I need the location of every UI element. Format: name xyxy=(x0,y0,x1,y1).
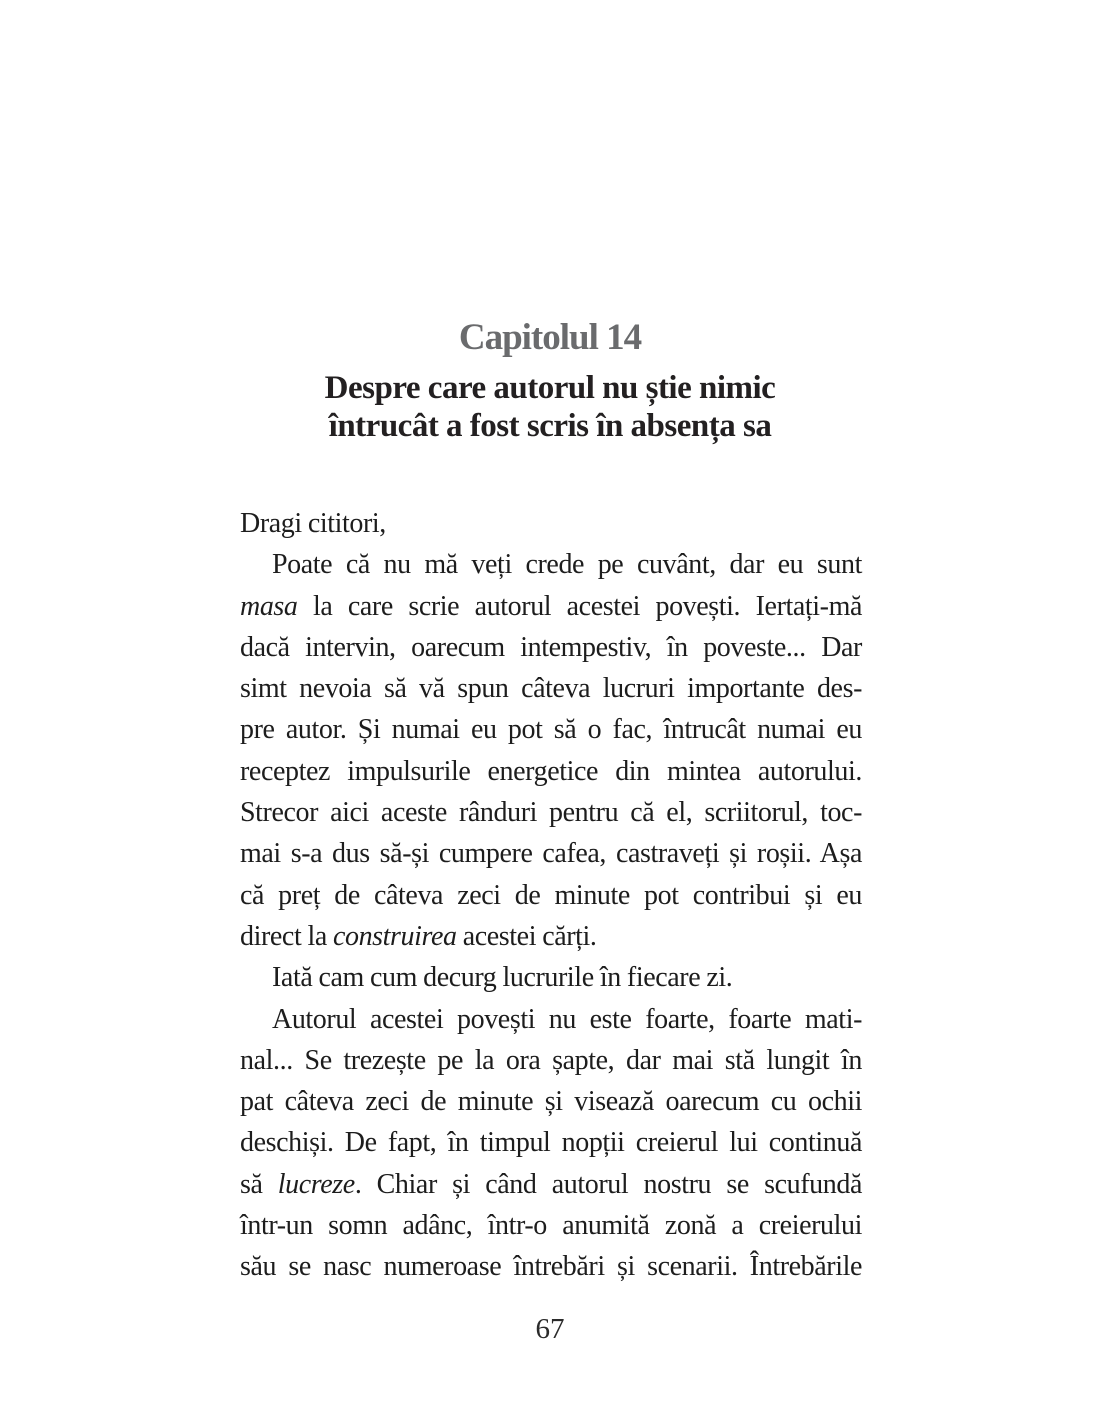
chapter-title xyxy=(0,369,1100,445)
body-text-line: pre autor. Și numai eu pot să o fac, întrucât numai eu xyxy=(240,714,862,746)
body-text-line: într-un somn adânc, într-o anumită zonă a creierului xyxy=(240,1210,862,1242)
chapter-title-line-2: întrucât a fost scris în absența sa xyxy=(328,408,772,444)
body-text-line: că preț de câteva zeci de minute pot contribui și eu xyxy=(240,879,862,911)
body-text-line: Autorul acestei povești nu este foarte, foarte mati- xyxy=(272,1003,862,1035)
page-number: 67 xyxy=(535,1313,565,1345)
body-text-line: nal... Se trezește pe la ora șapte, dar mai stă lungit în xyxy=(240,1044,862,1076)
body-text-line: direct la construirea acestei cărți. xyxy=(240,920,597,952)
body-text-line: pat câteva zeci de minute și visează oarecum cu ochii xyxy=(240,1086,862,1118)
body-text-line: Poate că nu mă veți crede pe cuvânt, dar eu sunt xyxy=(272,549,862,581)
body-text-line: dacă intervin, oarecum intempestiv, în poveste... Dar xyxy=(240,631,862,663)
body-text-line: receptez impulsurile energetice din mintea autorului. xyxy=(240,755,862,787)
body-text-line: Strecor aici aceste rânduri pentru că el, scriitorul, toc- xyxy=(240,797,862,829)
body-text-line: masa la care scrie autorul acestei povești. Iertați-mă xyxy=(240,590,862,622)
chapter-title-line-1: Despre care autorul nu știe nimic xyxy=(324,370,776,406)
body-text-line: deschiși. De fapt, în timpul nopții creierul lui continuă xyxy=(240,1127,862,1159)
chapter-number-heading: Capitolul 14 xyxy=(458,317,642,358)
body-text-line: Iată cam cum decurg lucrurile în fiecare zi. xyxy=(272,962,733,994)
body-text-line: mai s-a dus să-și cumpere cafea, castraveți și roșii. Așa xyxy=(240,838,862,870)
body-text-block xyxy=(240,503,862,1288)
body-text-line: său se nasc numeroase întrebări și scenarii. Întrebările xyxy=(240,1251,862,1283)
body-text-line: Dragi cititori, xyxy=(240,508,386,539)
body-text-line: simt nevoia să vă spun câteva lucruri importante des- xyxy=(240,673,862,705)
body-text-line: să lucreze. Chiar și când autorul nostru se scufundă xyxy=(240,1168,863,1200)
